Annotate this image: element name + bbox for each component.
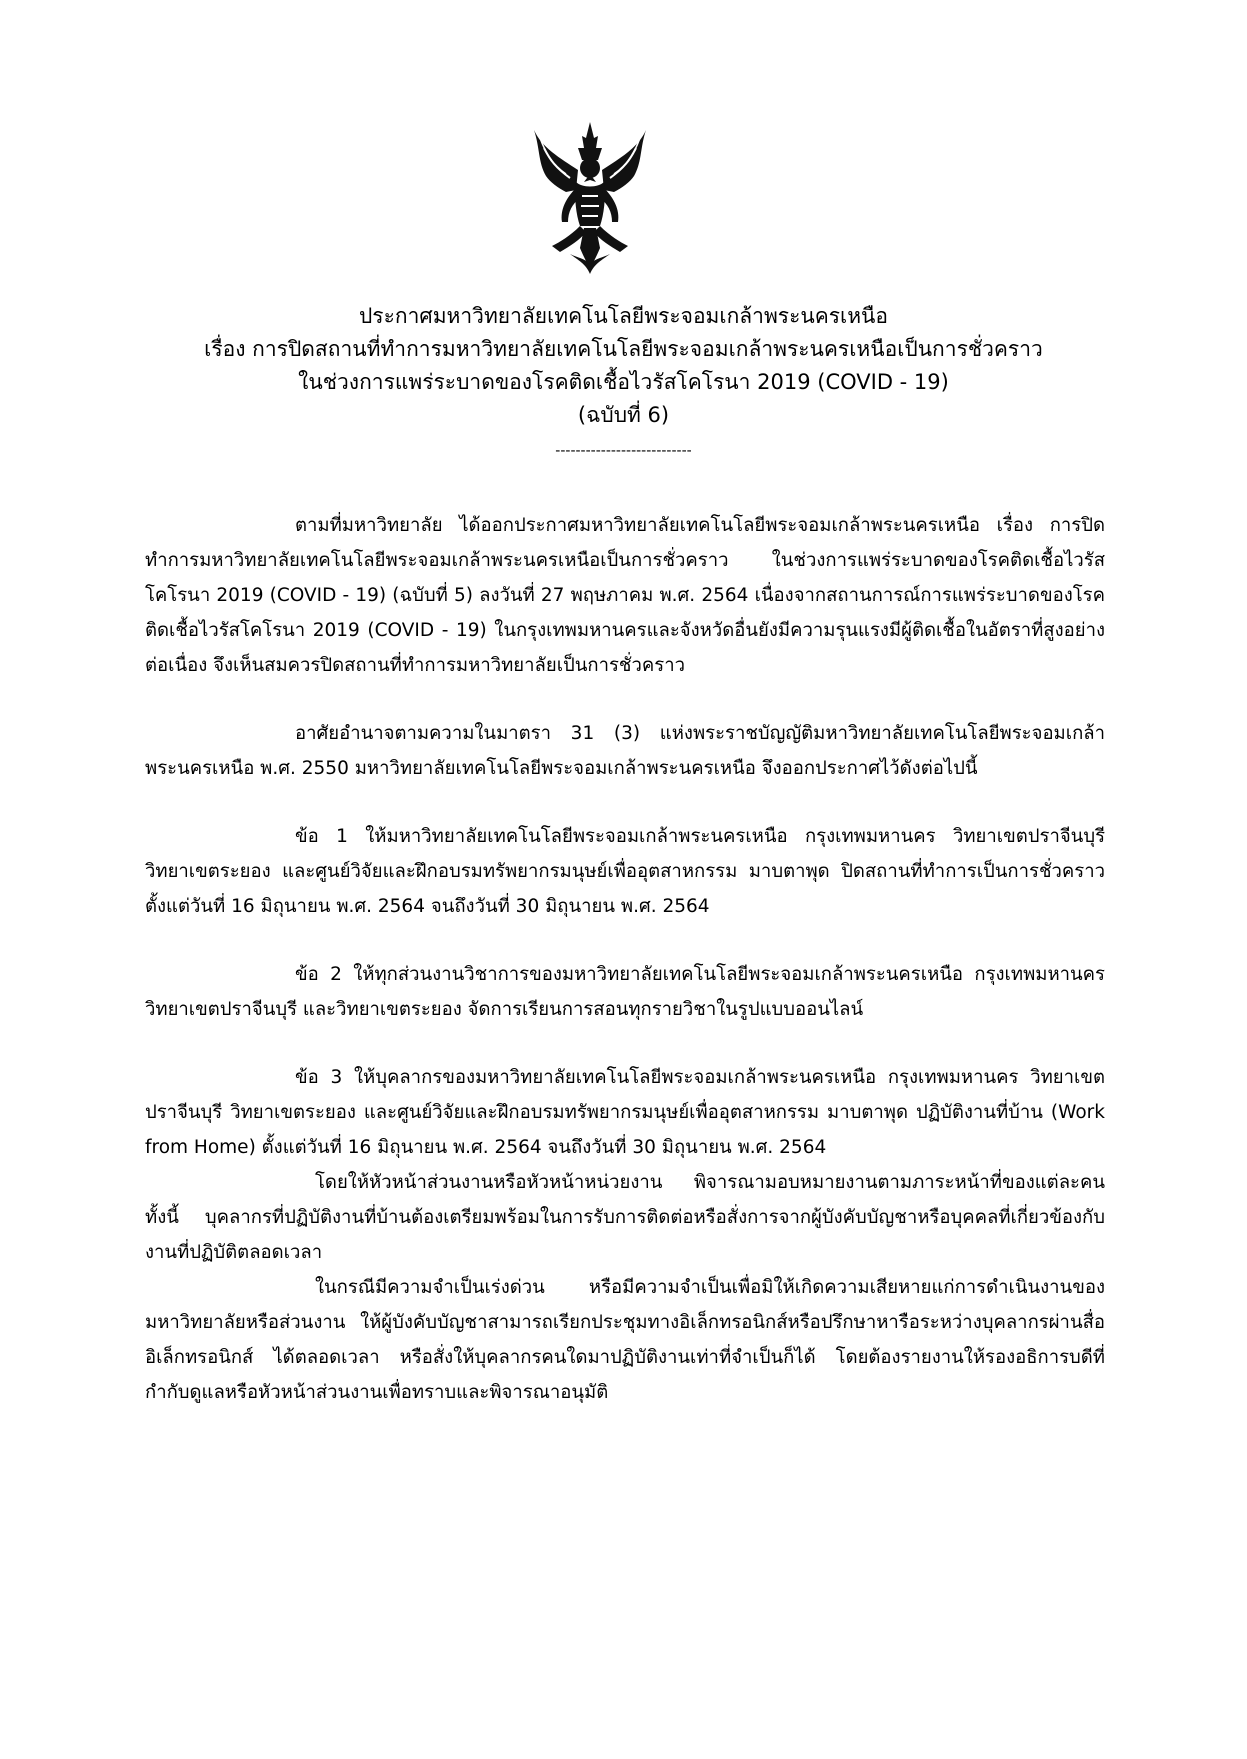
header-issue-number: (ฉบับที่ 6)	[577, 403, 670, 427]
paragraph-clause-2: ข้อ 2 ให้ทุกส่วนงานวิชาการของมหาวิทยาลัยเทคโนโลยีพระจอมเกล้าพระนครเหนือ กรุงเทพมหานคร วิทยาเขตปราจีนบุรี และวิทยาเขตระยอง จัดการเรียนการสอนทุกรายวิชาในรูปแบบออนไลน์	[145, 964, 1105, 1020]
paragraph-clause-1: ข้อ 1 ให้มหาวิทยาลัยเทคโนโลยีพระจอมเกล้าพระนครเหนือ กรุงเทพมหานคร วิทยาเขตปราจีนบุรี วิทยาเขตระยอง และศูนย์วิจัยและฝึกอบรมทรัพยากรมนุษย์เพื่ออุตสาหกรรม มาบตาพุด ปิดสถานที่ทำการเป็นการชั่วคราว ตั้งแต่วันที่ 16 มิถุนายน พ.ศ. 2564 จนถึงวันที่ 30 มิถุนายน พ.ศ. 2564	[145, 826, 1105, 917]
announcement-body	[145, 508, 1105, 1410]
paragraph-clause-3-urgent: ในกรณีมีความจำเป็นเร่งด่วน หรือมีความจำเป็นเพื่อมิให้เกิดความเสียหายแก่การดำเนินงานของมหาวิทยาลัยหรือส่วนงาน ให้ผู้บังคับบัญชาสามารถเรียกประชุมทางอิเล็กทรอนิกส์หรือปรึกษาหารือระหว่างบุคลากรผ่านสื่ออิเล็กทรอนิกส์ ได้ตลอดเวลา หรือสั่งให้บุคลากรคนใดมาปฏิบัติงานเท่าที่จำเป็นก็ได้ โดยต้องรายงานให้รองอธิการบดีที่กำกับดูแลหรือหัวหน้าส่วนงานเพื่อทราบและพิจารณาอนุมัติ	[145, 1277, 1105, 1403]
header-subject-cont: ในช่วงการแพร่ระบาดของโรคติดเชื้อไวรัสโคโรนา 2019 (COVID - 19)	[298, 370, 949, 394]
header-title: ประกาศมหาวิทยาลัยเทคโนโลยีพระจอมเกล้าพระนครเหนือ	[358, 304, 889, 328]
paragraph-clause-3: ข้อ 3 ให้บุคลากรของมหาวิทยาลัยเทคโนโลยีพระจอมเกล้าพระนครเหนือ กรุงเทพมหานคร วิทยาเขตปราจีนบุรี วิทยาเขตระยอง และศูนย์วิจัยและฝึกอบรมทรัพยากรมนุษย์เพื่ออุตสาหกรรม มาบตาพุด ปฏิบัติงานที่บ้าน (Work from Home) ตั้งแต่วันที่ 16 มิถุนายน พ.ศ. 2564 จนถึงวันที่ 30 มิถุนายน พ.ศ. 2564	[145, 1067, 1105, 1158]
header-divider: ---------------------------	[555, 443, 692, 459]
paragraph-clause-3-assignment: โดยให้หัวหน้าส่วนงานหรือหัวหน้าหน่วยงาน พิจารณามอบหมายงานตามภาระหน้าที่ของแต่ละคน ทั้งนี้ บุคลากรที่ปฏิบัติงานที่บ้านต้องเตรียมพร้อมในการรับการติดต่อหรือสั่งการจากผู้บังคับบัญชาหรือบุคคลที่เกี่ยวข้องกับงานที่ปฏิบัติตลอดเวลา	[145, 1172, 1105, 1263]
header-subject: เรื่อง การปิดสถานที่ทำการมหาวิทยาลัยเทคโนโลยีพระจอมเกล้าพระนครเหนือเป็นการชั่วคราว	[204, 337, 1043, 361]
paragraph-preamble: ตามที่มหาวิทยาลัย ได้ออกประกาศมหาวิทยาลัยเทคโนโลยีพระจอมเกล้าพระนครเหนือ เรื่อง การปิดทำการมหาวิทยาลัยเทคโนโลยีพระจอมเกล้าพระนครเหนือเป็นการชั่วคราว ในช่วงการแพร่ระบาดของโรคติดเชื้อไวรัสโคโรนา 2019 (COVID - 19) (ฉบับที่ 5) ลงวันที่ 27 พฤษภาคม พ.ศ. 2564 เนื่องจากสถานการณ์การแพร่ระบาดของโรคติดเชื้อไวรัสโคโรนา 2019 (COVID - 19) ในกรุงเทพมหานครและจังหวัดอื่นยังมีความรุนแรงมีผู้ติดเชื้อในอัตราที่สูงอย่างต่อเนื่อง จึงเห็นสมควรปิดสถานที่ทำการมหาวิทยาลัยเป็นการชั่วคราว	[145, 515, 1105, 676]
paragraph-authority: อาศัยอำนาจตามความในมาตรา 31 (3) แห่งพระราชบัญญัติมหาวิทยาลัยเทคโนโลยีพระจอมเกล้าพระนครเหนือ พ.ศ. 2550 มหาวิทยาลัยเทคโนโลยีพระจอมเกล้าพระนครเหนือ จึงออกประกาศไว้ดังต่อไปนี้	[145, 723, 1105, 779]
garuda-emblem-icon	[530, 118, 650, 278]
announcement-header	[150, 300, 1097, 465]
